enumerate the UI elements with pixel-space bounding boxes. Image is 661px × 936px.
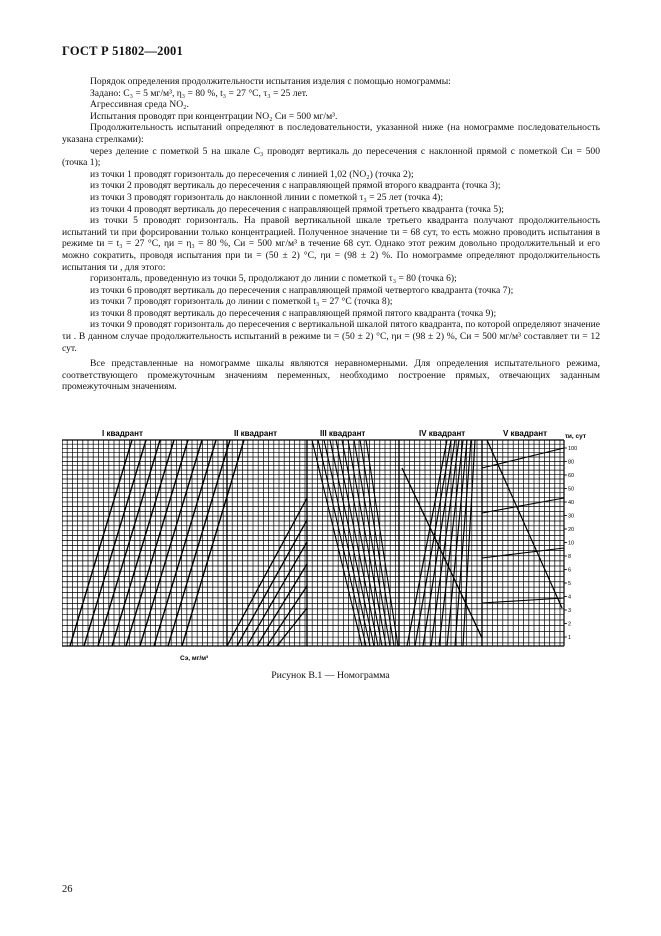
- page-number: 26: [62, 884, 73, 895]
- quadrant-label-4: IV квадрант: [419, 429, 466, 438]
- grid-line: [324, 440, 370, 646]
- grid-line: [277, 608, 307, 646]
- paragraph: Все представленные на номограмме шкалы являются неравномерными. Для определения испытательного режима, соответствующего промежуточным значениям переменных, необходимо построение прямых, отвечающих заданным промежуточным значениям.: [62, 358, 600, 393]
- paragraph: из точки 4 проводят вертикаль до пересечения с направляющей прямой третьего квадранта (точка 5);: [90, 203, 504, 215]
- grid-line: [112, 440, 174, 646]
- grid-line: [154, 440, 216, 646]
- grid-line: [342, 440, 382, 646]
- quadrant-label-3: III квадрант: [320, 429, 366, 438]
- paragraph: из точки 7 проводят горизонталь до линии с пометкой t₃ = 27 °С (точка 8);: [90, 296, 393, 308]
- grid-line: [366, 440, 398, 646]
- paragraph: Порядок определения продолжительности испытания изделия с помощью номограммы:: [90, 76, 451, 87]
- paragraph: из точки 9 проводят горизонталь до пересечения с вертикальной шкалой пятого квадранта, по которой определяют значение τи . В данном случае продолжительность испытаний в режиме tи = (50 ± 2) °С, ηи = (98 ± 2) %, Си = 500 мг/м³ составляет τи = 12 сут.: [62, 319, 600, 354]
- paragraph: из точки 5 проводят горизонталь. На правой вертикальной шкале третьего квадранта получают продолжительность испытаний τи при форсировании только концентрацией. Полученное значение τи = 68 сут, то есть можно проводить испытания в режиме tи = t₃ = 27 °С, ηи = η₃ = 80 %, Си = 500 мг/м³ в течение 68 сут. Однако этот режим довольно продолжительный и его можно сократить, проводя испытания при tи = (50 ± 2) °С, ηи = (98 ± 2) %. По номограмме определяют продолжительность испытания τи , для этого:: [62, 215, 600, 273]
- paragraph: горизонталь, проведенную из точки 5, продолжают до линии с пометкой τ₃ = 80 (точка 6);: [90, 273, 457, 285]
- grid-line: [482, 498, 564, 513]
- grid-line: [70, 440, 132, 646]
- right-scale-tick-label: 8: [568, 554, 572, 560]
- nomogram-figure: [62, 428, 600, 663]
- document-header: ГОСТ Р 51802—2001: [62, 44, 183, 58]
- right-scale-tick-label: 80: [568, 459, 575, 466]
- right-scale-tick-label: 5: [568, 581, 572, 587]
- paragraph: Агрессивная среда NO₂.: [90, 99, 189, 111]
- right-scale-tick-label: 100: [568, 446, 578, 452]
- paragraph: из точки 6 проводят вертикаль до пересечения с направляющей прямой четвертого квадранта (точка 7);: [90, 284, 514, 296]
- grid-line: [482, 448, 564, 468]
- grid-line: [360, 440, 394, 646]
- grid-line: [482, 548, 564, 558]
- paragraph: Испытания проводят при концентрации NO₂ Си = 500 мг/м³.: [90, 110, 338, 122]
- right-scale-tick-label: 6: [568, 567, 572, 574]
- right-scale-tick-label: 30: [568, 513, 575, 520]
- paragraph: Продолжительность испытаний определяют в последовательности, указанной ниже (на номограмме последовательность указана стрелками):: [62, 122, 600, 145]
- right-scale-tick-label: 10: [568, 540, 575, 547]
- document-body: [62, 76, 600, 393]
- grid-line: [407, 440, 447, 646]
- paragraph: из точки 3 проводят горизонталь до наклонной линии с пометкой τ₃ = 25 лет (точка 4);: [90, 191, 444, 203]
- grid-line: [126, 440, 188, 646]
- paragraph: из точки 2 проводят вертикаль до пересечения с направляющей прямой второго квадранта (точка 3);: [90, 180, 501, 192]
- grid-line: [168, 440, 230, 646]
- right-scale-tick-label: 2: [568, 621, 572, 628]
- right-scale-tick-label: 1: [568, 635, 572, 641]
- quadrant-label-2: II квадрант: [234, 429, 278, 438]
- paragraph: Задано: С₃ = 5 мг/м³, η₃ = 80 %, t₃ = 27 °С, τ₃ = 25 лет.: [90, 87, 308, 99]
- axis-label-bottom: Сэ, мг/м³: [180, 655, 209, 662]
- paragraph: из точки 8 проводят вертикаль до пересечения с направляющей прямой пятого квадранта (точка 9);: [90, 307, 497, 319]
- paragraph: через деление с пометкой 5 на шкале С₃ проводят вертикаль до пересечения с наклонной прямой с пометкой Си = 500 (точка 1);: [62, 145, 600, 169]
- grid-line: [487, 440, 562, 608]
- right-scale-tick-label: 4: [568, 594, 572, 601]
- paragraph: из точки 1 проводят горизонталь до пересечения с линией 1,02 (NO₂) (точка 2);: [90, 168, 414, 180]
- nomogram-slanted-lines: [70, 440, 564, 646]
- grid-line: [482, 598, 564, 603]
- axis-label-top-right: τи, сут: [565, 433, 587, 440]
- figure-caption: Рисунок В.1 — Номограмма: [271, 670, 390, 681]
- right-scale-tick-label: 20: [568, 527, 575, 533]
- right-scale-tick-label: 40: [568, 500, 575, 506]
- right-scale-tick-label: 50: [568, 486, 575, 493]
- quadrant-label-1: I квадрант: [102, 429, 143, 438]
- right-scale-tick-label: 3: [568, 608, 572, 614]
- right-scale: [564, 446, 577, 641]
- quadrant-label-5: V квадрант: [503, 429, 547, 438]
- right-scale-tick-label: 60: [568, 473, 575, 479]
